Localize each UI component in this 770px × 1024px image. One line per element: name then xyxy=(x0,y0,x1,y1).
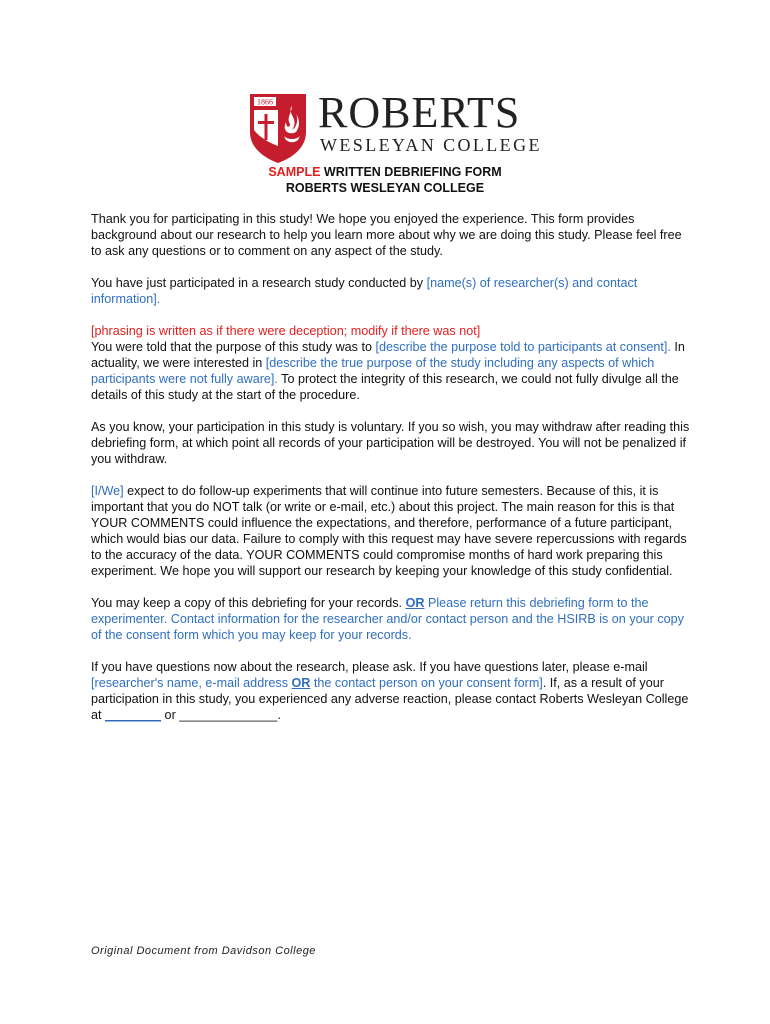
title-text: WRITTEN DEBRIEFING FORM xyxy=(320,165,502,179)
paragraph-purpose xyxy=(91,323,691,403)
paragraph-confidential xyxy=(91,483,691,579)
email-blank: ______________ xyxy=(179,708,278,722)
document-body xyxy=(91,211,691,739)
p7-text-d: . If, as a result of your participation in this study, you experienced any adverse reaction, please contact Roberts Wesleyan College at xyxy=(91,676,689,722)
p7-text-e: or xyxy=(161,708,180,722)
p6-text-a: You may keep a copy of this debriefing for your records. xyxy=(91,596,406,610)
or-label: OR xyxy=(405,596,425,610)
told-purpose-placeholder: [describe the purpose told to participants at consent]. xyxy=(375,340,671,354)
p7-text-f: . xyxy=(277,708,281,722)
sample-label: SAMPLE xyxy=(268,165,321,179)
p2-text: You have just participated in a research study conducted by xyxy=(91,276,427,290)
i-we-placeholder: [I/We] xyxy=(91,484,124,498)
shield-icon xyxy=(248,92,308,164)
p3-text-c: In actuality, we were interested in xyxy=(91,340,685,370)
logo-name-line2: WESLEYAN COLLEGE xyxy=(320,135,542,155)
p5-text: expect to do follow-up experiments that will continue into future semesters. Because of this, it is important that you do NOT talk (or write or e-mail, etc.) about this project. The main reason for this is that YOUR COMMENTS could influence the expectations, and therefore, performance of a future participant, which would bias our data. Failure to comply with this request may have severe repercussions with regards to the accuracy of the data. YOUR COMMENTS could compromise months of hard work preparing this experiment. We hope you will support our research by keeping your knowledge of this study confidential. xyxy=(91,484,687,578)
researcher-placeholder: [name(s) of researcher(s) and contact information]. xyxy=(91,276,638,306)
logo-year: 1866 xyxy=(257,97,273,107)
footer-note: Original Document from Davidson College xyxy=(91,945,316,957)
true-purpose-placeholder: [describe the true purpose of the study including any aspects of which participants were not fully aware]. xyxy=(91,356,655,386)
paragraph-researcher xyxy=(91,275,691,307)
deception-note: [phrasing is written as if there were deception; modify if there was not] xyxy=(91,324,481,338)
p3-text-e: To protect the integrity of this research, we could not fully divulge all the details of this study at the start of the procedure. xyxy=(91,372,679,402)
paragraph-voluntary: As you know, your participation in this study is voluntary. If you so wish, you may withdraw after reading this debriefing form, at which point all records of your participation will be destroyed. You will not be penalized if you withdraw. xyxy=(91,420,690,466)
contact-placeholder-a: [researcher's name, e-mail address xyxy=(91,676,292,690)
contact-placeholder-b: the contact person on your consent form] xyxy=(310,676,543,690)
p7-text-a: If you have questions now about the research, please ask. If you have questions later, please e-mail xyxy=(91,660,648,674)
return-form-text: Please return this debriefing form to the experimenter. Contact information for the researcher and/or contact person and the HSIRB is on your copy of the consent form which you may keep for your records. xyxy=(91,596,684,642)
college-logo xyxy=(248,88,548,164)
document-title xyxy=(0,165,770,179)
paragraph-thanks: Thank you for participating in this study! We hope you enjoyed the experience. This form provides background about our research to help you learn more about why we are doing this study. Please feel free to ask any questions or to comment on any aspect of the study. xyxy=(91,212,682,258)
phone-blank: ________ xyxy=(105,708,162,722)
p3-text-a: You were told that the purpose of this study was to xyxy=(91,340,376,354)
logo-name-line1: ROBERTS xyxy=(318,88,521,137)
document-subtitle: ROBERTS WESLEYAN COLLEGE xyxy=(285,181,485,195)
paragraph-questions xyxy=(91,659,691,723)
or-label-2: OR xyxy=(291,676,311,690)
paragraph-copy xyxy=(91,595,691,643)
